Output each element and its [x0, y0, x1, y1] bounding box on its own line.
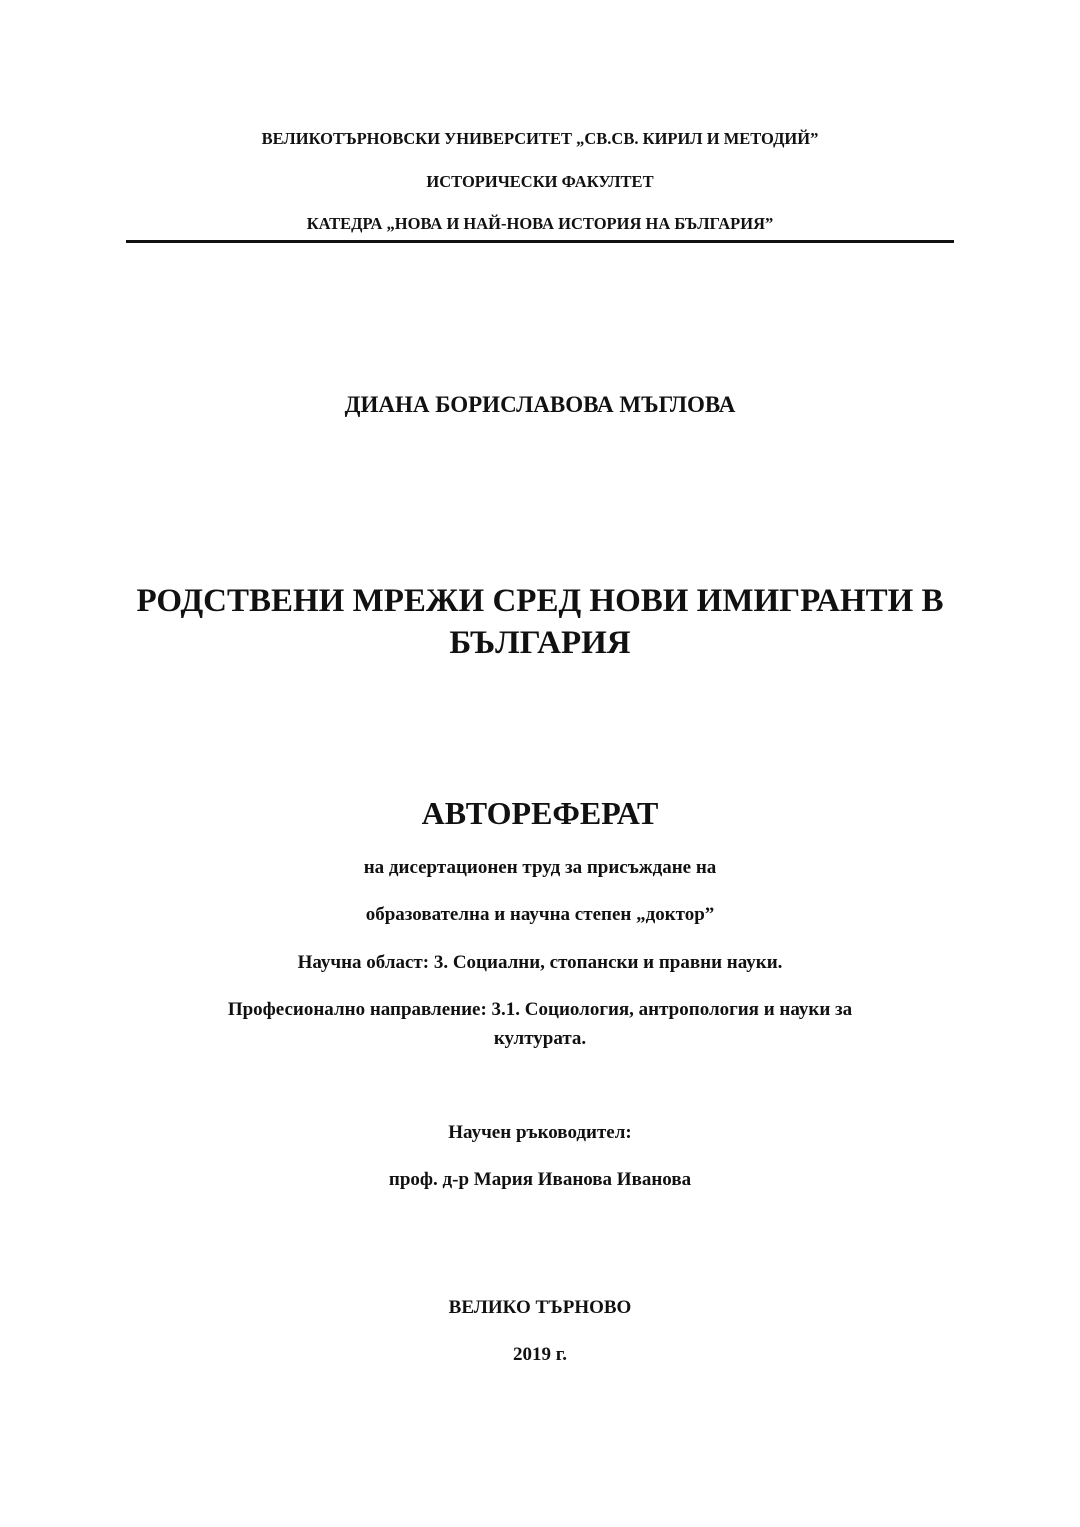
supervisor-name: проф. д-р Мария Иванова Иванова — [388, 1169, 692, 1190]
faculty-name: ИСТОРИЧЕСКИ ФАКУЛТЕТ — [426, 172, 654, 191]
author-name: ДИАНА БОРИСЛАВОВА МЪГЛОВА — [344, 392, 736, 417]
city: ВЕЛИКО ТЪРНОВО — [448, 1297, 632, 1318]
department-name: КАТЕДРА „НОВА И НАЙ-НОВА ИСТОРИЯ НА БЪЛГАРИЯ” — [306, 214, 774, 233]
header-divider — [126, 240, 954, 243]
professional-direction-line-1: Професионално направление: 3.1. Социология, антропология и науки за — [227, 999, 853, 1020]
thesis-title-line-1: РОДСТВЕНИ МРЕЖИ СРЕД НОВИ ИМИГРАНТИ В — [136, 583, 944, 619]
scientific-field: Научна област: 3. Социални, стопански и правни науки. — [297, 952, 783, 973]
professional-direction-line-2: културата. — [493, 1028, 587, 1049]
abstract-description-line-2: образователна и научна степен „доктор” — [365, 904, 715, 925]
thesis-title-line-2: БЪЛГАРИЯ — [449, 625, 631, 661]
abstract-description-line-1: на дисертационен труд за присъждане на — [363, 857, 717, 878]
year: 2019 г. — [513, 1344, 567, 1365]
university-name: ВЕЛИКОТЪРНОВСКИ УНИВЕРСИТЕТ „СВ.СВ. КИРИЛ И МЕТОДИЙ” — [261, 129, 819, 148]
supervisor-label: Научен ръководител: — [448, 1122, 632, 1143]
abstract-heading: АВТОРЕФЕРАТ — [421, 795, 659, 831]
